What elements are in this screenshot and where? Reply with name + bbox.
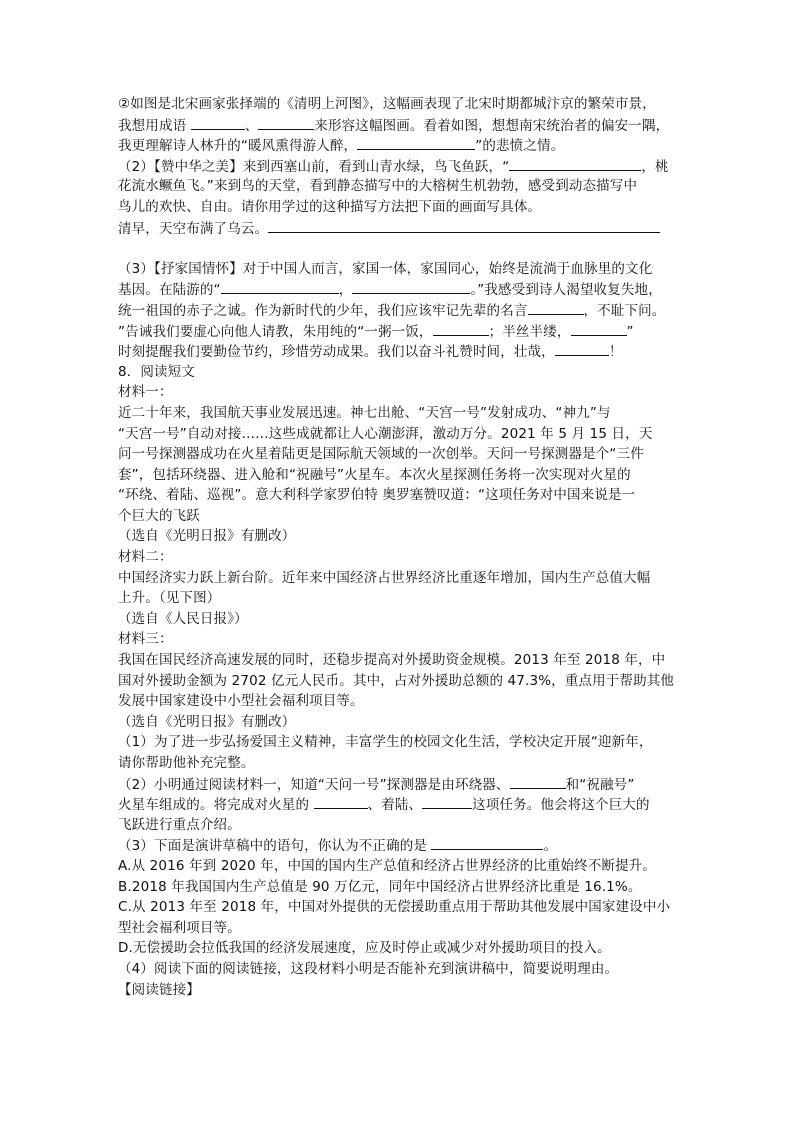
text-line: 上升。（见下图） xyxy=(118,590,221,607)
answer-blank[interactable] xyxy=(528,300,584,315)
text-line: 鸟儿的欢快、自由。请你用学过的这种描写方法把下面的画面写具体。 xyxy=(118,198,542,215)
answer-blank[interactable] xyxy=(431,835,543,850)
document-page xyxy=(118,94,678,1000)
text-line: 国对外援助金额为 2702 亿元人民币。其中，占对外援助总额的 47.3%，重点用于帮助其他 xyxy=(118,672,675,689)
text-line: 8．阅读短文 xyxy=(118,363,195,380)
answer-blank[interactable] xyxy=(191,115,245,130)
answer-blank[interactable] xyxy=(555,341,609,356)
question-line: 火星车组成的。将完成对火星的 、着陆、 这项任务。他会将这个巨大的 xyxy=(118,794,678,815)
answer-blank[interactable] xyxy=(258,115,314,130)
text-line: 材料一： xyxy=(118,384,173,401)
text-line: 花流水鳜鱼飞。”来到鸟的天堂，看到静态描写中的大榕树生机勃勃，感受到动态描写中 xyxy=(118,178,638,195)
text-line: 我更理解诗人林升的“暖风熏得游人醉， ”的悲愤之情。 xyxy=(118,135,678,156)
text-line: 我国在国民经济高速发展的同时，还稳步提高对外援助资金规模。2013 年至 2018 年，中 xyxy=(118,652,666,669)
answer-blank[interactable] xyxy=(357,135,475,150)
question-line: （4）阅读下面的阅读链接，这段材料小明是否能补充到演讲稿中，简要说明理由。 xyxy=(118,960,619,977)
question-line: （2）小明通过阅读材料一，知道“天问一号”探测器是由环绕器、 和“祝融号” xyxy=(118,774,678,795)
question-line: （1）为了进一步弘扬爱国主义精神，丰富学生的校园文化生活，学校决定开展“迎新年， xyxy=(118,734,653,751)
text-line: （2）【赞中华之美】来到西塞山前，看到山青水绿，鸟飞鱼跃，“ ，桃 xyxy=(118,156,678,177)
answer-blank[interactable] xyxy=(314,794,368,809)
text-line: 统一祖国的赤子之诚。作为新时代的少年，我们应该牢记先辈的名言 ，不耻下问。 xyxy=(118,300,678,321)
question-line: （3）下面是演讲草稿中的语句，你认为不正确的是 。 xyxy=(118,835,678,856)
section-heading: 【阅读链接】 xyxy=(118,981,200,998)
text-line: （3）【抒家国情怀】对于中国人而言，家国一体，家国同心，始终是流淌于血脉里的文化 xyxy=(118,260,653,277)
option-b: B.2018 年我国国内生产总值是 90 万亿元，同年中国经济占世界经济比重是 16.1%。 xyxy=(118,878,642,895)
text-line: 材料二： xyxy=(118,549,173,566)
text-line: 清早，天空布满了乌云。 xyxy=(118,218,678,239)
text-line: 问一号探测器成功在火星着陆更是国际航天领域的一次创举。天问一号探测器是个“三件 xyxy=(118,446,644,463)
question-line: 飞跃进行重点介绍。 xyxy=(118,816,241,833)
text-line: 近二十年来，我国航天事业发展迅速。神七出舱、“天宫一号”发射成功、“神九”与 xyxy=(118,404,611,421)
text-line: ”告诫我们要虚心向他人请教，朱用纯的“一粥一饭， ；半丝半缕， ” xyxy=(118,321,678,342)
answer-blank[interactable] xyxy=(510,774,566,789)
question-line: 请你帮助他补充完整。 xyxy=(118,755,255,771)
answer-blank[interactable] xyxy=(509,156,641,171)
source-note: （选自《光明日报》有删改） xyxy=(118,528,296,545)
spacer xyxy=(118,238,678,259)
answer-blank[interactable] xyxy=(268,218,660,233)
option-d: D.无偿援助会拉低我国的经济发展速度，应及时停止或减少对外援助项目的投入。 xyxy=(118,940,611,957)
text-line: 中国经济实力跃上新台阶。近年来中国经济占世界经济比重逐年增加，国内生产总值大幅 xyxy=(118,569,651,586)
text-line: “环绕、着陆、巡视”。意大利科学家罗伯特 奥罗塞赞叹道：“这项任务对中国来说是一 xyxy=(118,487,636,504)
text-line: 材料三： xyxy=(118,631,173,648)
answer-blank[interactable] xyxy=(571,321,627,336)
answer-blank[interactable] xyxy=(352,279,470,294)
source-note: （选自《光明日报》有删改） xyxy=(118,713,296,730)
answer-blank[interactable] xyxy=(422,794,472,809)
text-line: 我想用成语 、 来形容这幅图画。看着如图，想想南宋统治者的偏安一隅， xyxy=(118,115,678,136)
answer-blank[interactable] xyxy=(221,279,339,294)
text-line: 发展中国家建设中小型社会福利项目等。 xyxy=(118,693,364,710)
text-line: 套”，包括环绕器、进入舱和“祝融号”火星车。本次火星探测任务将一次实现对火星的 xyxy=(118,466,631,483)
option-c: C.从 2013 年至 2018 年，中国对外提供的无偿援助重点用于帮助其他发展中国家建设中小 xyxy=(118,899,671,916)
text-line: “天宫一号”自动对接……这些成就都让人心潮澎湃，激动万分。2021 年 5 月 15 日，天 xyxy=(118,425,653,442)
option-a: A.从 2016 年到 2020 年，中国的国内生产总值和经济占世界经济的比重始终不断提升。 xyxy=(118,857,657,874)
answer-blank[interactable] xyxy=(433,321,489,336)
text-line: 个巨大的飞跃 xyxy=(118,507,200,524)
text-line: ②如图是北宋画家张择端的《清明上河图》，这幅画表现了北宋时期都城汴京的繁荣市景， xyxy=(118,96,656,112)
text-line: 时刻提醒我们要勤俭节约，珍惜劳动成果。我们以奋斗礼赞时间，壮哉， ！ xyxy=(118,341,678,362)
option-c-continued: 型社会福利项目等。 xyxy=(118,919,241,936)
text-line: 基因。在陆游的“ ， 。”我感受到诗人渴望收复失地， xyxy=(118,279,678,300)
source-note: （选自《人民日报》） xyxy=(118,610,248,627)
